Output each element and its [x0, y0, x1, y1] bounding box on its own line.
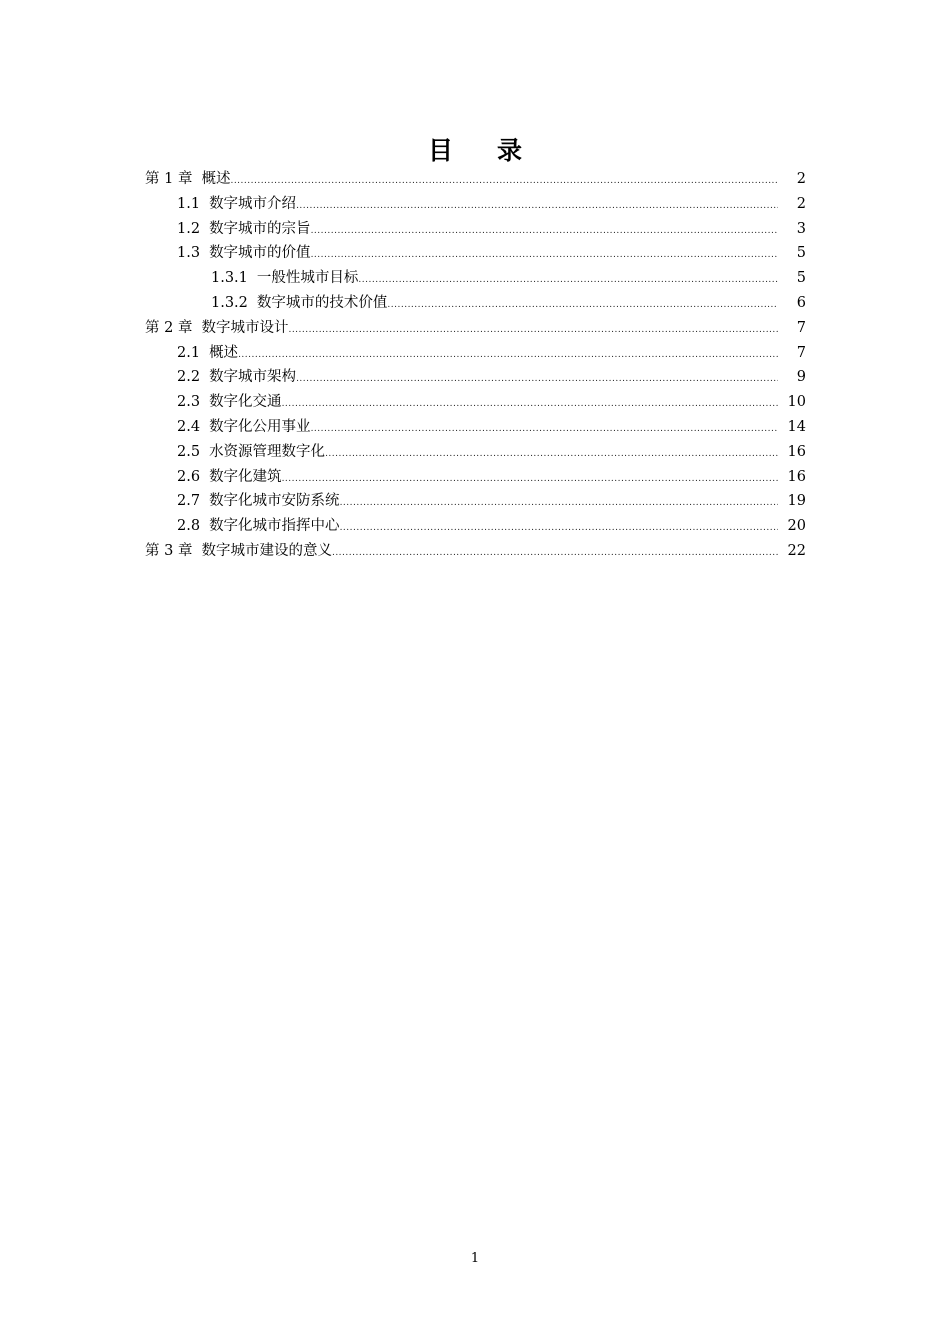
toc-entry-label: 一般性城市目标: [256, 270, 359, 287]
table-of-contents: [145, 167, 806, 564]
toc-entry-number: 2.4: [177, 418, 201, 435]
toc-entry-label: 数字城市架构: [209, 369, 297, 386]
toc-entry[interactable]: [145, 489, 806, 514]
toc-entry-number: 2.8: [177, 518, 201, 535]
toc-entry-label: 水资源管理数字化: [209, 443, 326, 460]
toc-entry-page: 20: [787, 518, 806, 535]
toc-entry-number: 1.3: [177, 245, 201, 262]
toc-entry[interactable]: [145, 365, 806, 390]
toc-entry-page: 10: [787, 394, 806, 411]
toc-entry-label: 数字城市的技术价值: [256, 294, 388, 311]
toc-entry-number: 2.6: [177, 468, 201, 485]
toc-entry-page: 16: [787, 468, 806, 485]
page-title: 目录: [427, 135, 566, 165]
toc-entry-number: 2.2: [177, 369, 201, 386]
toc-entry-label: 数字化公用事业: [209, 418, 311, 435]
toc-entry-page: 22: [787, 542, 806, 559]
toc-dot-leader: [311, 219, 778, 244]
toc-entry-label: 数字城市的宗旨: [209, 220, 311, 237]
toc-entry-label: 数字城市介绍: [209, 195, 297, 212]
toc-entry-number: 第 2 章: [145, 319, 193, 336]
toc-entry-page: 7: [796, 319, 806, 336]
toc-entry-number: 1.3.2: [211, 294, 248, 311]
toc-dot-leader: [311, 243, 778, 268]
toc-entry[interactable]: [145, 440, 806, 465]
toc-dot-leader: [340, 491, 778, 516]
toc-entry[interactable]: [145, 291, 806, 316]
toc-entry[interactable]: [145, 192, 806, 217]
toc-entry-label: 数字城市的价值: [209, 245, 311, 262]
toc-dot-leader: [282, 467, 778, 492]
toc-entry[interactable]: [145, 415, 806, 440]
toc-dot-leader: [296, 194, 778, 219]
toc-dot-leader: [282, 392, 778, 417]
toc-entry[interactable]: [145, 514, 806, 539]
toc-dot-leader: [288, 318, 778, 343]
toc-entry-number: 2.7: [177, 493, 201, 510]
toc-entry-label: 概述: [209, 344, 239, 361]
toc-entry-page: 2: [796, 171, 806, 187]
toc-dot-leader: [325, 442, 778, 467]
toc-entry-number: 2.3: [177, 394, 201, 411]
toc-dot-leader: [238, 343, 778, 368]
toc-entry-label: 数字化交通: [209, 394, 282, 411]
toc-entry-page: 5: [796, 270, 806, 287]
page-number: 1: [470, 1251, 480, 1266]
toc-entry-page: 19: [787, 493, 806, 510]
toc-entry-page: 16: [787, 443, 806, 460]
toc-entry-number: 2.1: [177, 344, 201, 361]
toc-entry[interactable]: [145, 266, 806, 291]
toc-entry-number: 1.3.1: [211, 270, 248, 287]
toc-dot-leader: [296, 367, 778, 392]
toc-entry[interactable]: [145, 167, 806, 192]
toc-entry[interactable]: [145, 465, 806, 490]
toc-entry-label: 数字城市建设的意义: [201, 542, 332, 559]
toc-entry[interactable]: [145, 217, 806, 242]
toc-entry-page: 14: [787, 418, 806, 435]
toc-entry-page: 3: [796, 220, 806, 237]
toc-entry-label: 数字化城市安防系统: [209, 493, 340, 510]
toc-entry-number: 第 1 章: [145, 171, 193, 187]
toc-entry[interactable]: [145, 316, 806, 341]
toc-entry-page: 5: [796, 245, 806, 262]
toc-entry-page: 6: [796, 294, 806, 311]
toc-entry[interactable]: [145, 341, 806, 366]
toc-dot-leader: [230, 169, 778, 194]
toc-entry-number: 1.1: [177, 195, 201, 212]
toc-entry-number: 1.2: [177, 220, 201, 237]
toc-entry[interactable]: [145, 390, 806, 415]
toc-entry-page: 7: [796, 344, 806, 361]
toc-dot-leader: [332, 541, 778, 566]
toc-entry-number: 2.5: [177, 443, 201, 460]
toc-dot-leader: [358, 268, 778, 293]
toc-entry-page: 9: [796, 369, 806, 386]
toc-dot-leader: [387, 293, 778, 318]
toc-entry-label: 数字化建筑: [209, 468, 282, 485]
toc-entry[interactable]: [145, 241, 806, 266]
toc-entry-page: 2: [796, 195, 806, 212]
toc-dot-leader: [340, 516, 778, 541]
toc-entry-label: 数字化城市指挥中心: [209, 518, 340, 535]
toc-dot-leader: [311, 417, 778, 442]
toc-entry-label: 概述: [201, 171, 231, 187]
toc-entry-label: 数字城市设计: [201, 319, 289, 336]
toc-entry-number: 第 3 章: [145, 542, 193, 559]
toc-entry[interactable]: [145, 539, 806, 564]
